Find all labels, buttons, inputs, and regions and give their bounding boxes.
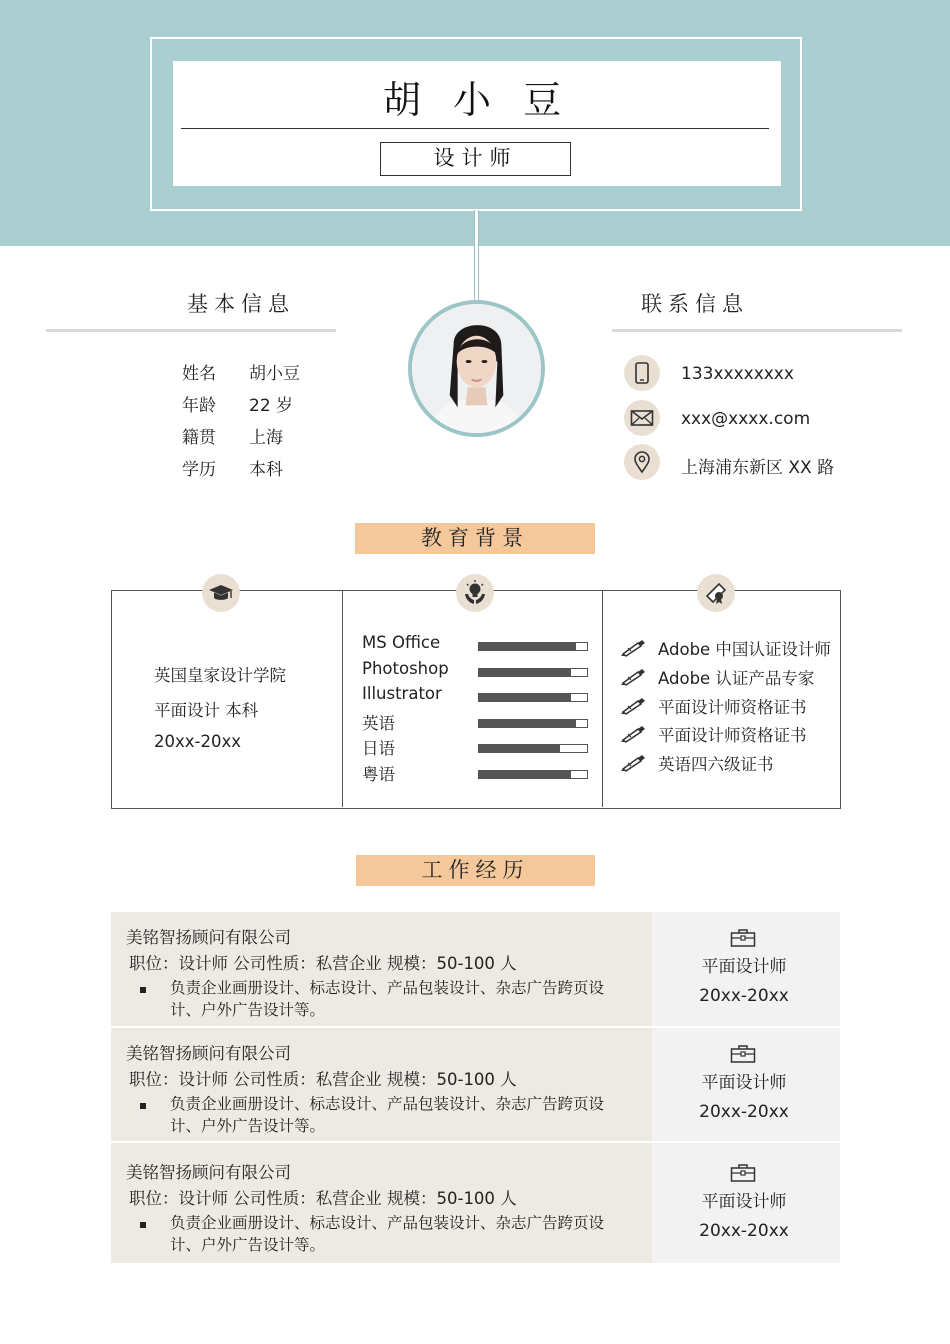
mail-icon (624, 400, 660, 436)
skill-bar-fill (479, 720, 576, 727)
work-entry-role (652, 1143, 840, 1263)
skill-bar (478, 770, 588, 779)
work-heading: 工作经历 (356, 855, 595, 886)
skill-name: MS Office (362, 633, 441, 652)
major-degree: 平面设计 本科 (154, 701, 259, 720)
certificate-name: 平面设计师资格证书 (658, 726, 807, 746)
role-years: 20xx-20xx (699, 986, 789, 1006)
education-panel (111, 590, 841, 809)
school-name: 英国皇家设计学院 (154, 666, 286, 685)
info-key: 年龄 (182, 396, 216, 416)
profile-photo (408, 300, 545, 437)
role-years: 20xx-20xx (699, 1221, 789, 1241)
info-key: 学历 (182, 460, 216, 480)
bullet-icon (140, 1103, 146, 1109)
role-title: 平面设计师 (701, 1192, 787, 1212)
column-divider (342, 591, 343, 807)
certificate-name: 平面设计师资格证书 (658, 697, 807, 717)
photo-connector (474, 210, 479, 306)
pen-icon (620, 754, 646, 772)
skill-bar-fill (479, 694, 571, 701)
company-name: 美铭智扬顾问有限公司 (126, 1044, 291, 1063)
role-title: 平面设计师 (701, 957, 787, 977)
work-entry-details (111, 1143, 652, 1263)
company-name: 美铭智扬顾问有限公司 (126, 928, 291, 947)
info-row-hometown (182, 423, 342, 447)
pen-icon (620, 725, 646, 743)
basic-info-heading: 基本信息 (187, 292, 295, 316)
skill-bar (478, 642, 588, 651)
job-description: 负责企业画册设计、标志设计、产品包装设计、杂志广告跨页设计、户外广告设计等。 (170, 979, 605, 1019)
certificate-name: 英语四六级证书 (658, 755, 774, 775)
pen-icon (620, 639, 646, 657)
work-entry-role (652, 912, 840, 1026)
skill-bar (478, 744, 588, 753)
certificate-item (620, 636, 831, 660)
name-divider (181, 128, 769, 129)
certificate-item (620, 722, 807, 746)
location-icon (624, 444, 660, 480)
briefcase-icon (730, 1163, 756, 1183)
skill-bar (478, 668, 588, 677)
study-years: 20xx-20xx (154, 732, 242, 751)
bullet-icon (140, 1222, 146, 1228)
certificate-name: Adobe 中国认证设计师 (658, 640, 831, 659)
name-card (173, 61, 781, 186)
pen-icon (620, 697, 646, 715)
work-entry-role (652, 1028, 840, 1141)
work-entry-details (111, 912, 652, 1026)
skill-name: 日语 (362, 739, 395, 758)
company-name: 美铭智扬顾问有限公司 (126, 1163, 291, 1182)
briefcase-icon (730, 1044, 756, 1064)
email-address: xxx@xxxx.com (681, 409, 811, 429)
skill-name: 粤语 (362, 764, 395, 784)
lightbulb-icon (456, 574, 494, 612)
column-divider (602, 591, 603, 807)
skill-name: Photoshop (362, 658, 449, 678)
certificate-item (620, 694, 807, 718)
info-row-name (182, 359, 342, 383)
role-years: 20xx-20xx (699, 1102, 789, 1122)
bullet-icon (140, 987, 146, 993)
job-meta: 职位：设计师 公司性质：私营企业 规模：50-100 人 (129, 1189, 517, 1208)
phone-icon (624, 355, 660, 391)
graduation-cap-icon (202, 574, 240, 612)
job-description: 负责企业画册设计、标志设计、产品包装设计、杂志广告跨页设计、户外广告设计等。 (170, 1095, 605, 1135)
role-title: 平面设计师 (701, 1073, 787, 1093)
basic-info-rule (46, 329, 336, 332)
info-value: 22 岁 (249, 396, 294, 416)
info-value: 本科 (249, 460, 283, 480)
job-meta: 职位：设计师 公司性质：私营企业 规模：50-100 人 (129, 1070, 517, 1089)
info-value: 上海 (249, 428, 283, 448)
skill-bar (478, 693, 588, 702)
job-description: 负责企业画册设计、标志设计、产品包装设计、杂志广告跨页设计、户外广告设计等。 (170, 1214, 605, 1254)
info-value: 胡小豆 (249, 364, 300, 384)
phone-number: 133xxxxxxxx (681, 364, 794, 384)
home-address: 上海浦东新区 XX 路 (681, 458, 835, 478)
skill-name: Illustrator (362, 684, 442, 703)
skill-bar-fill (479, 745, 560, 752)
job-title: 设计师 (380, 142, 571, 176)
pen-icon (620, 668, 646, 686)
contact-heading: 联系信息 (641, 292, 749, 316)
skill-bar (478, 719, 588, 728)
info-key: 籍贯 (182, 428, 216, 448)
resume-name: 胡 小 豆 (382, 78, 572, 122)
briefcase-icon (730, 928, 756, 948)
info-key: 姓名 (182, 364, 216, 384)
job-meta: 职位：设计师 公司性质：私营企业 规模：50-100 人 (129, 954, 517, 973)
education-heading: 教育背景 (355, 523, 595, 554)
skill-bar-fill (479, 643, 576, 650)
certificate-item (620, 751, 774, 775)
portrait-image (412, 304, 541, 433)
skill-name: 英语 (362, 713, 395, 733)
diploma-icon (697, 574, 735, 612)
info-row-age (182, 391, 342, 415)
info-row-education (182, 455, 342, 479)
certificate-name: Adobe 认证产品专家 (658, 668, 815, 688)
certificate-item (620, 665, 814, 689)
skill-bar-fill (479, 669, 571, 676)
contact-rule (612, 329, 902, 332)
skill-bar-fill (479, 771, 571, 778)
work-entry-details (111, 1028, 652, 1141)
